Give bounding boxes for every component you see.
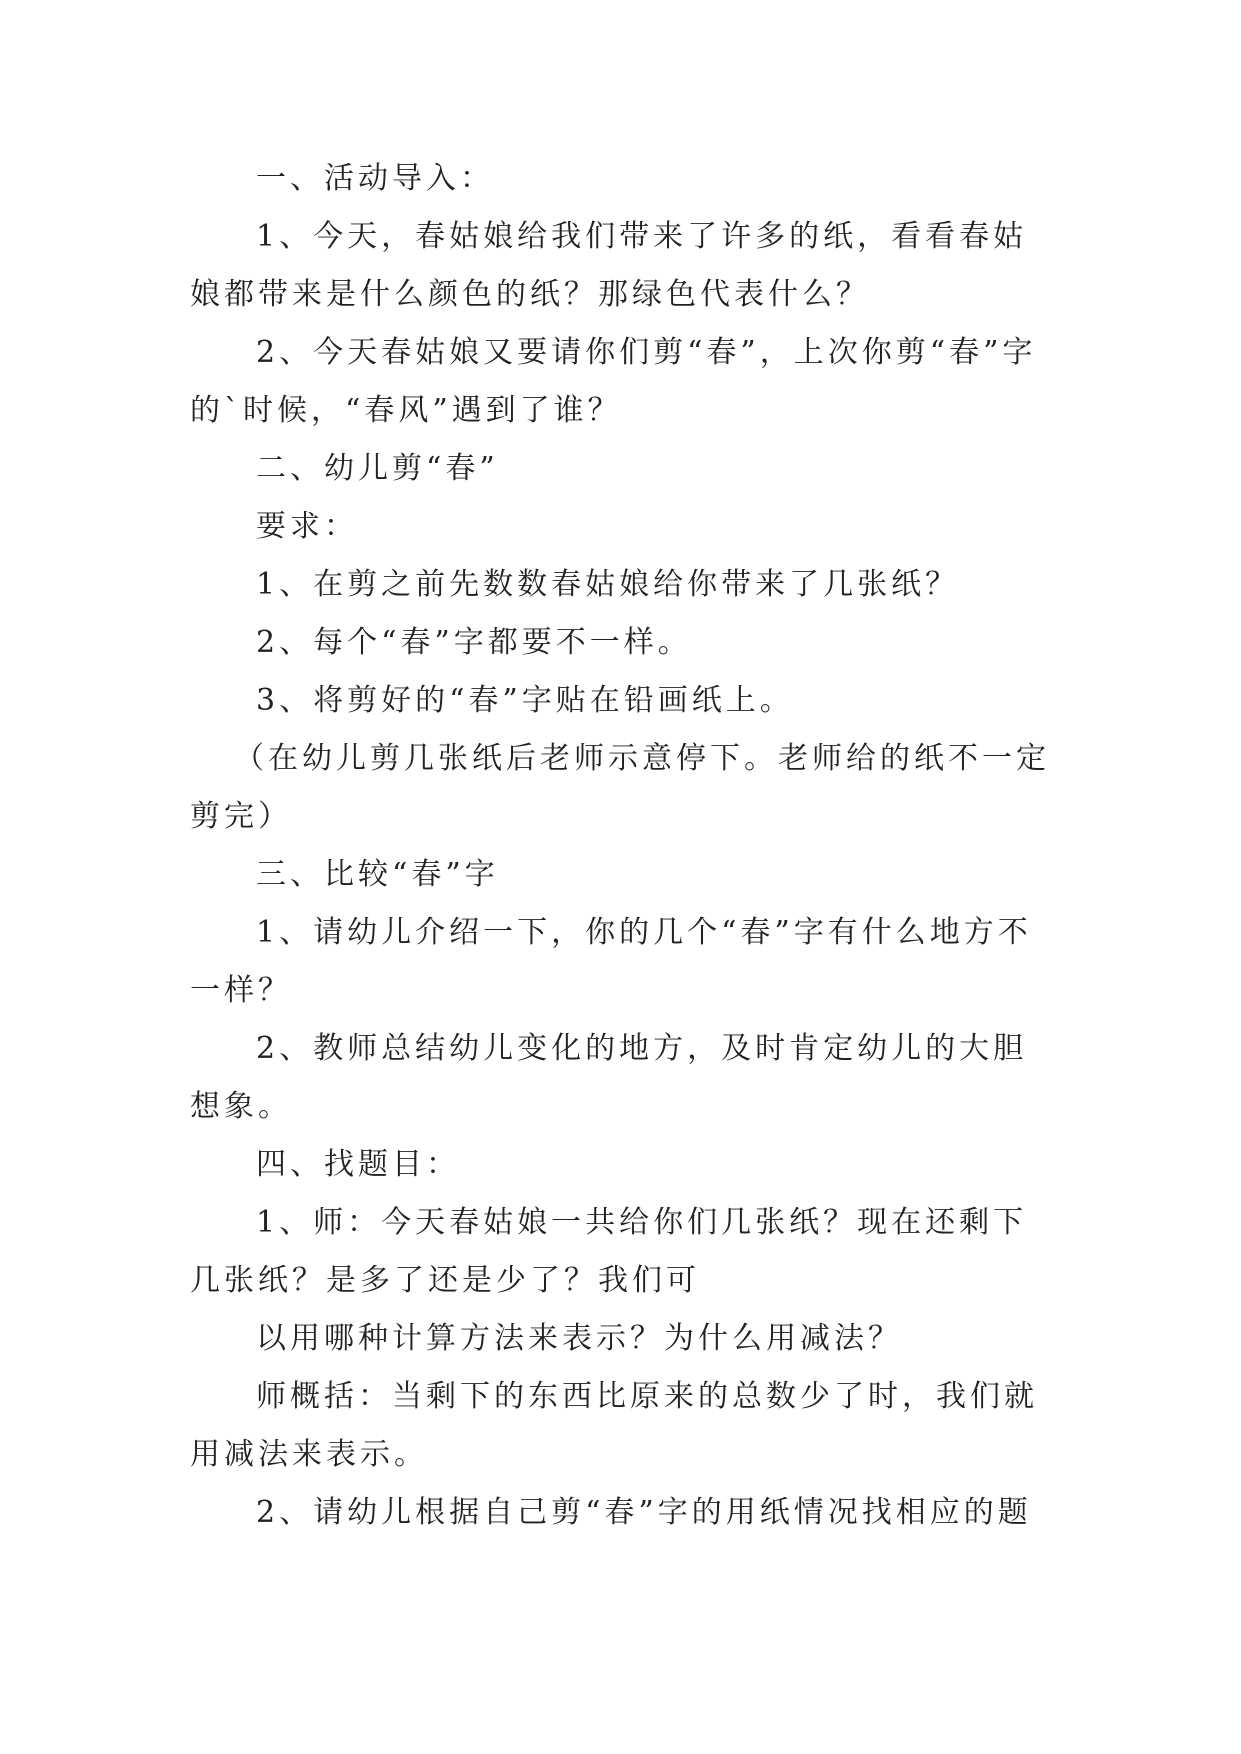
paragraph: 2、教师总结幼儿变化的地方，及时肯定幼儿的大胆想象。 xyxy=(190,1031,1028,1124)
paragraph: 1、请幼儿介绍一下，你的几个“春”字有什么地方不一样？ xyxy=(190,915,1032,1008)
paragraph: 2、请幼儿根据自己剪“春”字的用纸情况找相应的题 xyxy=(256,1495,1032,1530)
section-heading-activity-intro: 一、活动导入： xyxy=(256,161,494,196)
paragraph: （在幼儿剪几张纸后老师示意停下。老师给的纸不一定剪完） xyxy=(190,741,1050,834)
paragraph: 以用哪种计算方法来表示？为什么用减法？ xyxy=(256,1321,902,1356)
paragraph: 2、今天春姑娘又要请你们剪“春”，上次你剪“春”字的`时候，“春风”遇到了谁？ xyxy=(190,335,1037,428)
document-body xyxy=(190,150,1050,1542)
paragraph: 1、在剪之前先数数春姑娘给你带来了几张纸？ xyxy=(256,567,960,602)
paragraph: 1、师：今天春姑娘一共给你们几张纸？现在还剩下几张纸？是多了还是少了？我们可 xyxy=(190,1205,1028,1298)
section-heading-compare: 三、比较“春”字 xyxy=(256,857,499,892)
paragraph: 2、每个“春”字都要不一样。 xyxy=(256,625,692,660)
paragraph: 师概括：当剩下的东西比原来的总数少了时，我们就用减法来表示。 xyxy=(190,1379,1038,1472)
section-heading-find-question: 四、找题目： xyxy=(256,1147,460,1182)
section-heading-cut-chun: 二、幼儿剪“春” xyxy=(256,451,499,486)
paragraph: 要求： xyxy=(256,509,358,544)
paragraph: 1、今天，春姑娘给我们带来了许多的纸，看看春姑娘都带来是什么颜色的纸？那绿色代表什么？ xyxy=(190,219,1028,312)
paragraph: 3、将剪好的“春”字贴在铅画纸上。 xyxy=(256,683,794,718)
